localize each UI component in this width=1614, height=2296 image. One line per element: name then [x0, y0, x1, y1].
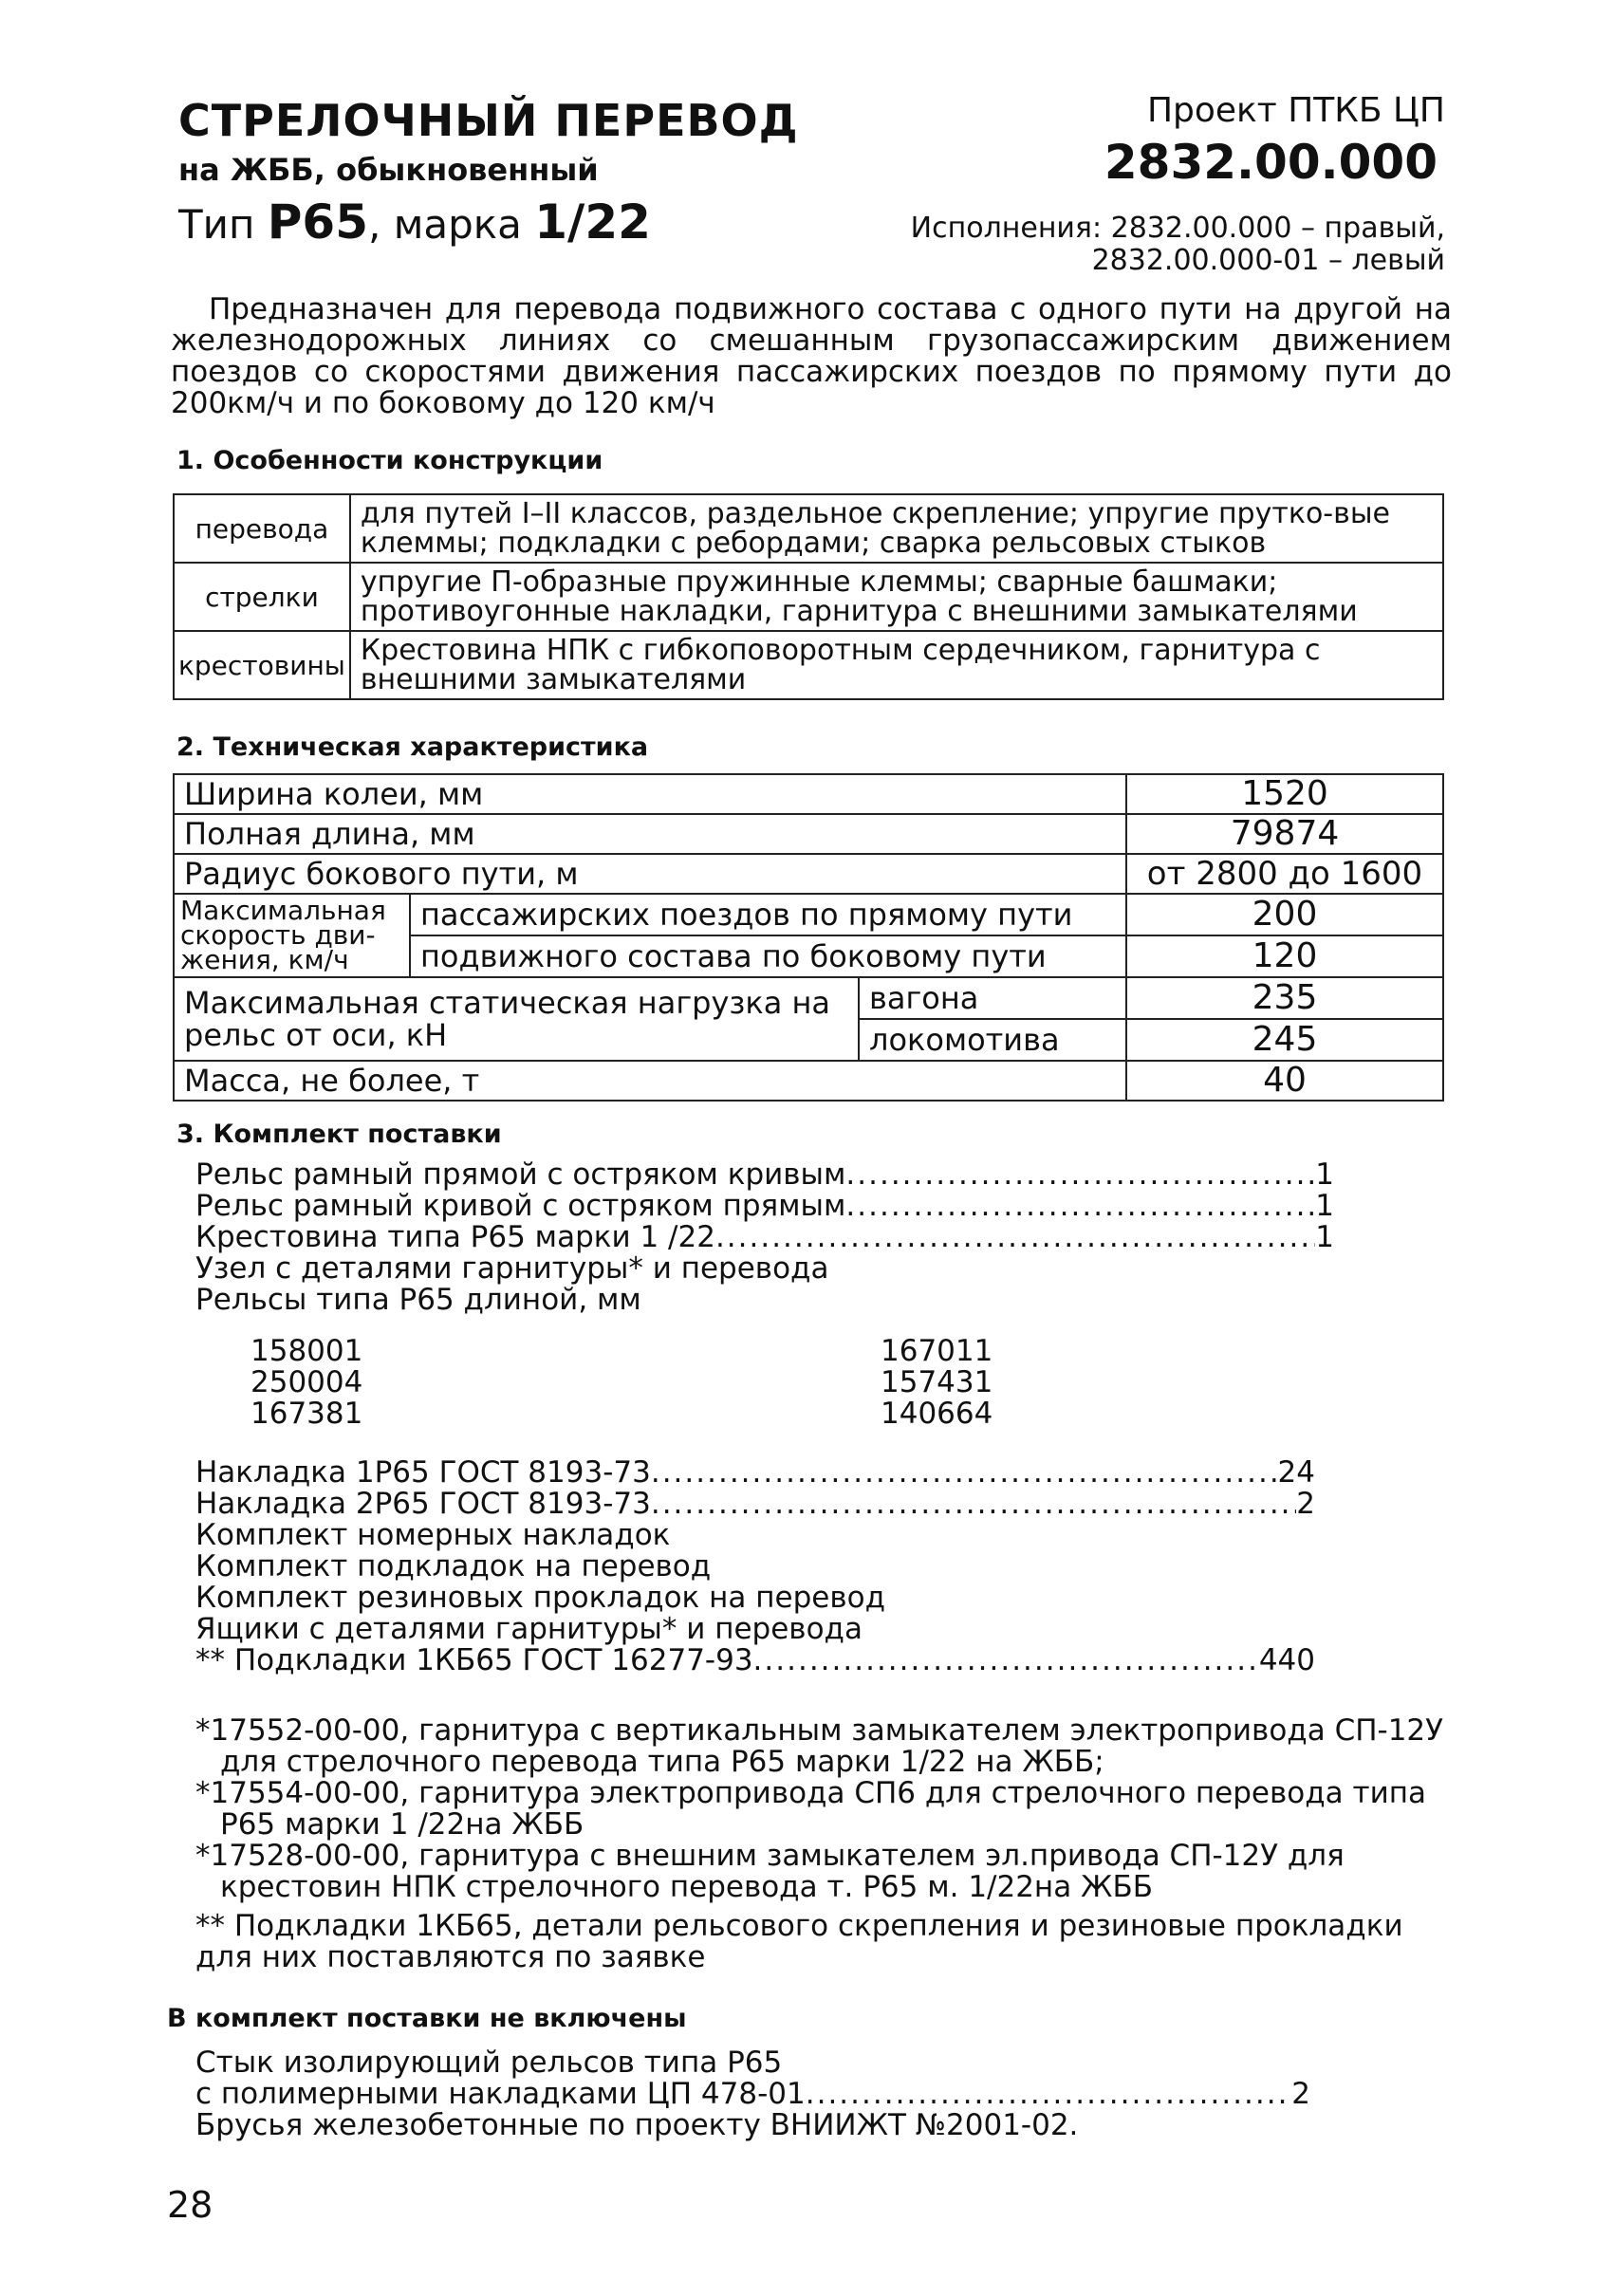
- footnote: *17554-00-00, гарнитура электропривода СП6 для стрелочного перевода типа Р65 марки 1 /22на ЖББ: [195, 1776, 1426, 1842]
- rail-length: 16738: [250, 1397, 344, 1431]
- table-row: [174, 894, 1443, 935]
- specs-table: [173, 773, 1444, 1102]
- leader-dots: [651, 1457, 1278, 1489]
- list-item: [881, 1367, 1232, 1398]
- leader-dots: [715, 1222, 1315, 1253]
- type-value: Р65: [267, 194, 369, 250]
- type-grade: [178, 194, 651, 250]
- item-text: с полимерными накладками ЦП 478-01: [195, 2077, 806, 2111]
- grade-prefix: , марка: [368, 201, 522, 248]
- table-row: [174, 977, 1443, 1019]
- versions: [911, 213, 1445, 277]
- rail-length: 14066: [881, 1397, 974, 1431]
- leader-dots: [845, 1159, 1315, 1191]
- section-3-title: 3. Комплект поставки: [176, 1120, 502, 1149]
- item-qty: 1: [1315, 1189, 1334, 1223]
- table-row: [174, 854, 1443, 894]
- list-item: [195, 1645, 1315, 1676]
- rail-length: 25000: [250, 1365, 344, 1399]
- rail-length: 15800: [250, 1334, 344, 1368]
- list-item: Комплект резиновых прокладок на перевод: [195, 1581, 886, 1615]
- spec-label: Радиус бокового пути, м: [174, 854, 1126, 894]
- footnote: ** Подкладки 1КБ65, детали рельсового скрепления и резиновые прокладки для них поставляются по заявке: [195, 1909, 1403, 1974]
- list-item: [195, 1191, 1334, 1222]
- item-qty: 2: [1296, 1487, 1315, 1521]
- list-item: [250, 1398, 602, 1430]
- list-item: [881, 1398, 1232, 1430]
- footnote: *17552-00-00, гарнитура с вертикальным замыкателем электропривода СП-12У для стрелочного перевода типа Р65 марки 1/22 на ЖББ;: [195, 1713, 1444, 1779]
- section-excluded-title: В комплект поставки не включены: [167, 2004, 687, 2033]
- table-row: [174, 774, 1443, 814]
- item-qty: 1: [1315, 1157, 1334, 1192]
- supply-list-2: [195, 1457, 1315, 1676]
- rail-length: 15743: [881, 1365, 974, 1399]
- leader-dots: [806, 2079, 1292, 2110]
- spec-label: Масса, не более, т: [174, 1061, 1126, 1101]
- rails-left-list: [250, 1336, 602, 1430]
- spec-value: 120: [1126, 935, 1443, 977]
- spec-value: 40: [1126, 1061, 1443, 1101]
- feature-label: стрелки: [174, 563, 350, 631]
- item-qty: 2: [1291, 2077, 1310, 2111]
- section-2-title: 2. Техническая характеристика: [176, 732, 649, 762]
- spec-label: Максимальная статическая нагрузка на рельс от оси, кН: [174, 977, 859, 1061]
- item-text: Рельс рамный кривой с остряком прямым: [195, 1189, 846, 1223]
- spec-label: Максимальная скорость дви-жения, км/ч: [174, 894, 410, 977]
- spec-label: Ширина колеи, мм: [174, 774, 1126, 814]
- rail-qty: 1: [343, 1334, 363, 1368]
- type-prefix: Тип: [178, 201, 255, 248]
- item-qty: 24: [1277, 1455, 1315, 1490]
- rail-qty: 1: [343, 1397, 363, 1431]
- spec-sublabel: локомотива: [859, 1019, 1126, 1061]
- rail-qty: 4: [974, 1397, 993, 1431]
- list-item: [195, 1222, 1334, 1253]
- spec-value: от 2800 до 1600: [1126, 854, 1443, 894]
- footnotes: [195, 1715, 1457, 1973]
- feature-text: Крестовина НПК с гибкоповоротным сердечником, гарнитура с внешними замыкателями: [350, 631, 1443, 699]
- intro-paragraph: Предназначен для перевода подвижного состава с одного пути на другой на железнодорожных линиях со смешанным грузопассажирским движением поездов со скоростями движения пассажирских поездов по прямому пути до 200км/ч и по боковому до 120 км/ч: [171, 292, 1452, 420]
- list-item: Стык изолирующий рельсов типа Р65: [195, 2046, 783, 2080]
- feature-label: крестовины: [174, 631, 350, 699]
- spec-sublabel: пассажирских поездов по прямому пути: [410, 894, 1126, 935]
- item-text: Накладка 2Р65 ГОСТ 8193-73: [195, 1487, 651, 1521]
- spec-value: 1520: [1126, 774, 1443, 814]
- document-subtitle: на ЖББ, обыкновенный: [178, 152, 599, 188]
- version-line-1: Исполнения: 2832.00.000 – правый,: [910, 212, 1445, 245]
- list-item: [195, 1457, 1315, 1489]
- rail-length: 16701: [881, 1334, 974, 1368]
- spec-sublabel: вагона: [859, 977, 1126, 1019]
- list-item: Узел с деталями гарнитуры* и перевода: [195, 1251, 829, 1286]
- list-item: [195, 1159, 1334, 1191]
- project-label: Проект ПТКБ ЦП: [1146, 91, 1445, 130]
- footnote: *17528-00-00, гарнитура с внешним замыкателем эл.привода СП-12У для крестовин НПК стрелочного перевода т. Р65 м. 1/22на ЖББ: [195, 1839, 1345, 1904]
- spec-value: 235: [1126, 977, 1443, 1019]
- feature-label: перевода: [174, 494, 350, 563]
- spec-value: 245: [1126, 1019, 1443, 1061]
- version-line-2: 2832.00.000-01 – левый: [1091, 244, 1445, 277]
- rail-qty: 1: [974, 1365, 993, 1399]
- feature-text: упругие П-образные пружинные клеммы; сварные башмаки; противоугонные накладки, гарнитура с внешними замыкателями: [350, 563, 1443, 631]
- item-qty: 440: [1258, 1643, 1315, 1677]
- feature-text: для путей I–II классов, раздельное скрепление; упругие прутко-вые клеммы; подкладки с ребордами; сварка рельсовых стыков: [350, 494, 1443, 563]
- list-item: Рельсы типа Р65 длиной, мм: [195, 1283, 641, 1317]
- grade-value: 1/22: [534, 194, 651, 250]
- list-item: Комплект номерных накладок: [195, 1518, 671, 1552]
- rail-qty: 4: [343, 1365, 363, 1399]
- document-title: СТРЕЛОЧНЫЙ ПЕРЕВОД: [178, 95, 799, 146]
- leader-dots: [753, 1645, 1259, 1676]
- list-item: [195, 2079, 1310, 2110]
- table-row: [174, 631, 1443, 699]
- list-item: [881, 1336, 1232, 1367]
- section-1-title: 1. Особенности конструкции: [176, 446, 603, 475]
- table-row: [174, 1061, 1443, 1101]
- project-number: 2832.00.000: [1104, 135, 1438, 190]
- page-number: 28: [167, 2184, 213, 2226]
- spec-label: Полная длина, мм: [174, 814, 1126, 854]
- leader-dots: [651, 1489, 1296, 1520]
- spec-value: 200: [1126, 894, 1443, 935]
- item-qty: 1: [1315, 1220, 1334, 1254]
- item-text: ** Подкладки 1КБ65 ГОСТ 16277-93: [195, 1643, 753, 1677]
- list-item: Комплект подкладок на перевод: [195, 1549, 712, 1583]
- leader-dots: [845, 1191, 1315, 1222]
- list-item: Ящики с деталями гарнитуры* и перевода: [195, 1612, 863, 1646]
- spec-value: 79874: [1126, 814, 1443, 854]
- list-item: [195, 1489, 1315, 1520]
- rails-right-list: [881, 1336, 1232, 1430]
- table-row: [174, 814, 1443, 854]
- list-item: [250, 1367, 602, 1398]
- item-text: Рельс рамный прямой с остряком кривым: [195, 1157, 846, 1192]
- table-row: [174, 563, 1443, 631]
- list-item: [250, 1336, 602, 1367]
- features-table: [173, 493, 1444, 700]
- spec-sublabel: подвижного состава по боковому пути: [410, 935, 1126, 977]
- item-text: Накладка 1Р65 ГОСТ 8193-73: [195, 1455, 651, 1490]
- item-text: Крестовина типа Р65 марки 1 /22: [195, 1220, 715, 1254]
- excluded-list: [195, 2047, 1310, 2141]
- rail-qty: 1: [974, 1334, 993, 1368]
- supply-list-1: [195, 1159, 1334, 1316]
- list-item: Брусья железобетонные по проекту ВНИИЖТ №2001-02.: [195, 2108, 1079, 2142]
- table-row: [174, 494, 1443, 563]
